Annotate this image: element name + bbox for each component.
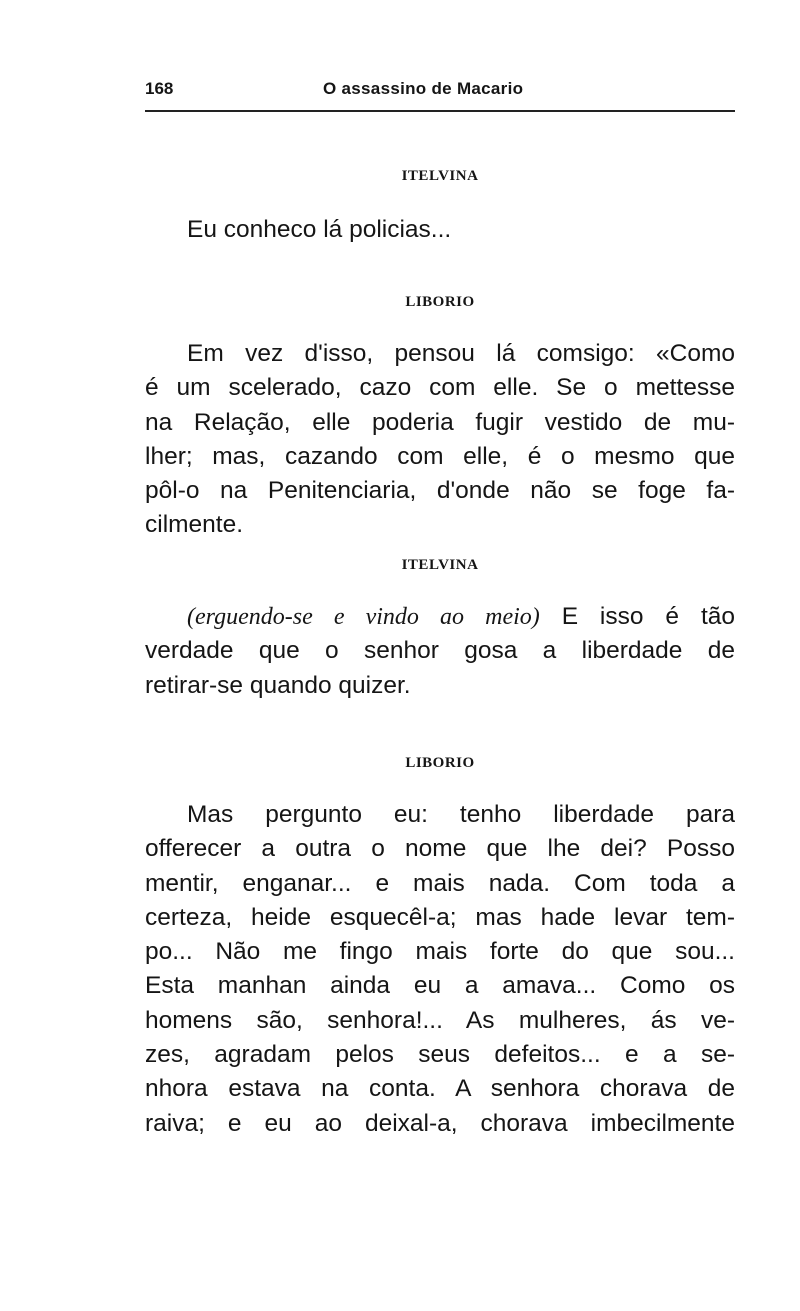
page-header bbox=[145, 75, 735, 105]
speech-line: offerecer a outra o nome que lhe dei? Posso bbox=[145, 835, 735, 863]
speaker-name: ITELVINA bbox=[401, 557, 479, 573]
speech-line: zes, agradam pelos seus defeitos... e a se- bbox=[145, 1041, 735, 1069]
speech-line: verdade que o senhor gosa a liberdade de bbox=[145, 637, 735, 665]
speech-line: certeza, heide esquecêl-a; mas hade levar tem- bbox=[145, 903, 735, 931]
speech-paragraph bbox=[145, 213, 735, 247]
speech-line: mentir, enganar... e mais nada. Com toda a bbox=[145, 869, 735, 897]
speech-line: Mas pergunto eu: tenho liberdade para bbox=[187, 801, 735, 828]
speech-line bbox=[145, 600, 735, 634]
speech-line: pôl-o na Penitenciaria, d'onde não se foge fa- bbox=[145, 477, 735, 505]
speech-line: homens são, senhora!... As mulheres, ás ve- bbox=[145, 1006, 735, 1034]
speech-line: retirar-se quando quizer. bbox=[145, 671, 411, 699]
speech-line: po... Não me fingo mais forte do que sou... bbox=[145, 938, 735, 966]
speech-line: cilmente. bbox=[145, 511, 244, 539]
speech-line: é um scelerado, cazo com elle. Se o mettesse bbox=[145, 374, 735, 402]
page-number: 168 bbox=[145, 79, 174, 98]
speech-line: na Relação, elle poderia fugir vestido de mu- bbox=[145, 408, 735, 436]
stage-direction: (erguendo-se e vindo ao meio) bbox=[187, 604, 540, 630]
speech-paragraph bbox=[145, 337, 735, 543]
speech-line: raiva; e eu ao deixal-a, chorava imbecilmente bbox=[145, 1109, 735, 1137]
speech-paragraph bbox=[145, 600, 735, 703]
speech-paragraph bbox=[145, 798, 735, 1141]
speech-line: lher; mas, cazando com elle, é o mesmo que bbox=[145, 442, 735, 470]
speech-text: E isso é tão bbox=[561, 603, 736, 630]
running-title: O assassino de Macario bbox=[323, 79, 524, 98]
header-rule bbox=[145, 110, 735, 112]
speaker-name: ITELVINA bbox=[401, 168, 479, 184]
speech-line: Em vez d'isso, pensou lá comsigo: «Como bbox=[187, 340, 735, 367]
speaker-name: LIBORIO bbox=[405, 755, 475, 771]
speech-line: Eu conheco lá policias... bbox=[187, 216, 452, 243]
speaker-name: LIBORIO bbox=[405, 294, 475, 310]
speech-line: nhora estava na conta. A senhora chorava de bbox=[145, 1075, 735, 1103]
speech-line: Esta manhan ainda eu a amava... Como os bbox=[145, 972, 735, 1000]
